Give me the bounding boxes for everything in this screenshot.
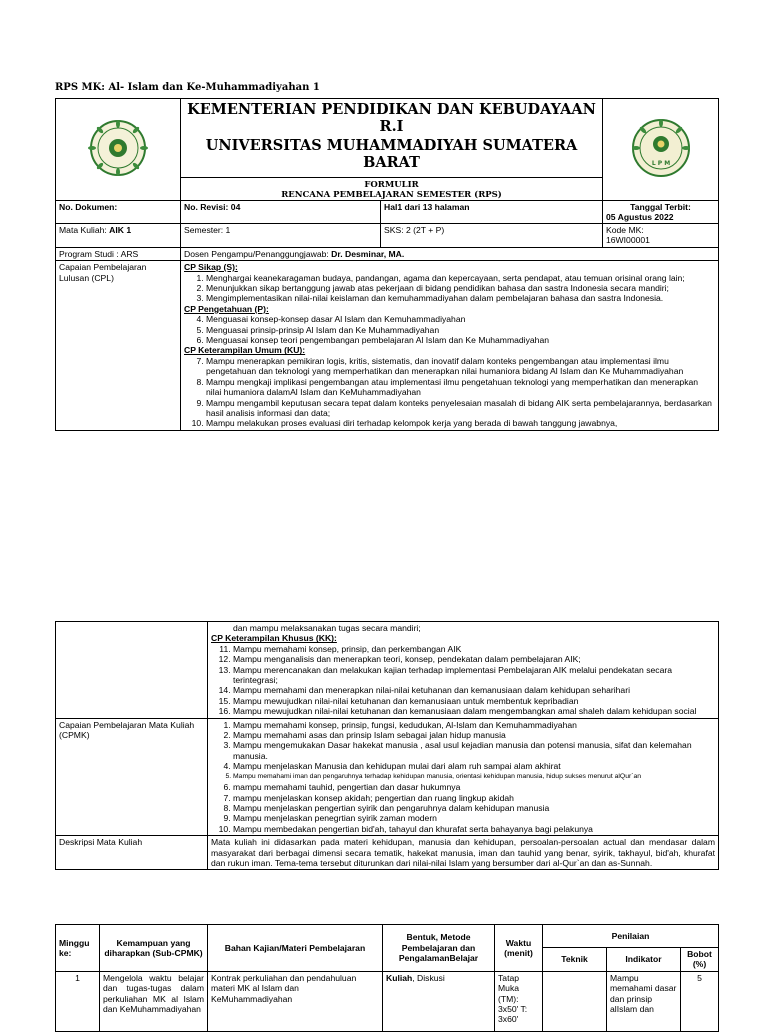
list-item: 7. Mampu menerapkan pemikiran logis, kritis, sistematis, dan inovatif dalam konteks pengembangan atau implementasi ilmu pengetahuan dan teknologi yang memperhatikan dan menerapkan nilai humaniora bidang Al Islam dan Ke Muhammadiyahan <box>206 356 715 377</box>
dosen-pengampu: Dosen Pengampu/Penanggungjawab: Dr. Desminar, MA. <box>181 247 719 260</box>
cp-pengetahuan-list <box>184 314 715 345</box>
row-bobot: 5 <box>681 971 719 1031</box>
col-indikator: Indikator <box>607 948 681 972</box>
rps-header-table <box>55 98 719 431</box>
program-studi: Program Studi : ARS <box>56 247 181 260</box>
cpl-label: Capaian Pembelajaran Lulusan (CPL) <box>56 261 181 431</box>
list-item: 15. Mampu mewujudkan nilai-nilai ketuhanan dan kemanusiaan untuk membentuk kepribadian <box>233 696 715 706</box>
no-revisi: No. Revisi: 04 <box>181 201 381 224</box>
list-item: 5. Menguasai prinsip-prinsip Al Islam dan Ke Muhammadiyahan <box>206 325 715 335</box>
form-label: FORMULIR <box>364 180 419 190</box>
cp-ku-list <box>184 356 715 429</box>
cp-sikap-title: CP Sikap (S): <box>184 262 238 273</box>
cpl-label-continued <box>56 622 208 719</box>
list-item: 6. mampu memahami tauhid, pengertian dan dasar hukumnya <box>233 782 715 792</box>
cp-ku-continuation: dan mampu melaksanakan tugas secara mandiri; <box>233 623 421 633</box>
row-waktu: Tatap Muka (TM): 3x50' T: 3x60' <box>495 971 543 1031</box>
list-item: 4. Mampu menjelaskan Manusia dan kehidupan mulai dari alam ruh sampai alam akhirat <box>233 761 715 771</box>
list-item: 5. Mampu memahami iman dan pengaruhnya terhadap kehidupan manusia, orientasi kehidupan manusia, hidup sukses menurut alQur`an <box>233 772 715 782</box>
list-item: 2. Menunjukkan sikap bertanggung jawab atas pekerjaan di bidang pendidikan bahasa dan sastra Indonesia secara mandiri; <box>206 283 715 293</box>
row-teknik <box>543 971 607 1031</box>
tanggal-terbit: Tanggal Terbit: 05 Agustus 2022 <box>603 201 719 224</box>
cp-pengetahuan-title: CP Pengetahuan (P): <box>184 303 269 314</box>
ministry-title: KEMENTERIAN PENDIDIKAN DAN KEBUDAYAAN R.I <box>187 101 596 135</box>
cp-kk-title: CP Keterampilan Khusus (KK): <box>211 633 337 644</box>
schedule-table <box>55 924 719 1032</box>
cpmk-label: Capaian Pembelajaran Mata Kuliah (CPMK) <box>56 718 208 835</box>
list-item: 11. Mampu memahami konsep, prinsip, dan perkembangan AIK <box>233 644 715 654</box>
right-logo-cell <box>603 99 719 201</box>
table-row <box>56 971 719 1031</box>
rps-course-label: RPS MK: Al- Islam dan Ke-Muhammadiyahan 1 <box>55 82 320 93</box>
list-item: 9. Mampu menjelaskan penegrtian syirik zaman modern <box>233 813 715 823</box>
col-waktu: Waktu (menit) <box>495 925 543 972</box>
university-title: UNIVERSITAS MUHAMMADIYAH SUMATERA BARAT <box>205 137 578 171</box>
lpm-logo <box>624 117 698 179</box>
cp-sikap-list <box>184 273 715 304</box>
list-item: 1. Menghargai keanekaragaman budaya, pandangan, agama dan kepercayaan, serta pendapat, atau temuan orisinal orang lain; <box>206 273 715 283</box>
halaman: Hal1 dari 13 halaman <box>381 201 603 224</box>
list-item: 10. Mampu melakukan proses evaluasi diri terhadap kelompok kerja yang berada di bawah tanggung jawabnya, <box>206 418 715 428</box>
col-kemampuan: Kemampuan yang diharapkan (Sub-CPMK) <box>100 925 208 972</box>
list-item: 3. Mengimplementasikan nilai-nilai keislaman dan kemuhammadiyahan dalam pembelajaran bahasa dan sastra Indonesia. <box>206 293 715 303</box>
col-bahan: Bahan Kajian/Materi Pembelajaran <box>208 925 383 972</box>
list-item: 13. Mampu merencanakan dan melakukan kajian terhadap implementasi Pembelajaran AIK melalui pendekatan secara terintegrasi; <box>233 665 715 686</box>
left-logo-cell <box>56 99 181 201</box>
cp-ku-title: CP Keterampilan Umum (KU): <box>184 345 306 356</box>
list-item: 4. Menguasai konsep-konsep dasar Al Islam dan Kemuhammadiyahan <box>206 314 715 324</box>
rps-continuation-table <box>55 621 719 870</box>
list-item: 12. Mampu menganalisis dan menerapkan teori, konsep, pendekatan dalam pembelajaran AIK; <box>233 654 715 664</box>
list-item: 9. Mampu mengambil keputusan secara tepat dalam konteks penyelesaian masalah di bidang AIK serta pembelajarannya, berdasarkan hasil analisis informasi dan data; <box>206 398 715 419</box>
list-item: 8. Mampu menjelaskan pengertian syirik dan pengaruhnya dalam kehidupan manusia <box>233 803 715 813</box>
deskripsi-label: Deskripsi Mata Kuliah <box>56 836 208 870</box>
no-dokumen: No. Dokumen: <box>56 201 181 224</box>
semester: Semester: 1 <box>181 224 381 248</box>
row-indikator: Mampu memahami dasar dan prinsip alIslam dan <box>607 971 681 1031</box>
list-item: 14. Mampu memahami dan menerapkan nilai-nilai ketuhanan dan kemanusiaan dalam kehidupan seharihari <box>233 685 715 695</box>
list-item: 1. Mampu memahami konsep, prinsip, fungsi, kedudukan, Al-Islam dan Kemuhammadiyahan <box>233 720 715 730</box>
list-item: 8. Mampu mengkaji implikasi pengembangan atau implementasi ilmu pengetahuan teknologi yang memperhatikan dan menerapkan nilai humaniora dalamAl Islam dan KeMuhammadiyahan <box>206 377 715 398</box>
row-kemampuan: Mengelola waktu belajar dan tugas-tugas dalam perkuliahan MK al Islam dan KeMuhammadiyahan <box>100 971 208 1031</box>
cpmk-content <box>208 718 719 835</box>
col-minggu: Minggu ke: <box>56 925 100 972</box>
row-bahan: Kontrak perkuliahan dan pendahuluan materi MK al Islam dan KeMuhammadiyahan <box>208 971 383 1031</box>
svg-text:L P M: L P M <box>651 160 670 168</box>
mata-kuliah: Mata Kuliah: AIK 1 <box>56 224 181 248</box>
row-minggu: 1 <box>56 971 100 1031</box>
page-2 <box>0 575 768 1024</box>
cpmk-list <box>211 720 715 834</box>
col-penilaian: Penilaian <box>543 925 719 948</box>
list-item: 3. Mampu mengemukakan Dasar hakekat manusia , asal usul kejadian manusia dan potensi manusia, sifat dan kelemahan manusia. <box>233 740 715 761</box>
col-bobot: Bobot (%) <box>681 948 719 972</box>
list-item: 2. Mampu memahami asas dan prinsip Islam sebagai jalan hidup manusia <box>233 730 715 740</box>
list-item: 10. Mampu membedakan pengertian bid'ah, tahayul dan khurafat serta bahayanya bagi pelakunya <box>233 824 715 834</box>
sks: SKS: 2 (2T + P) <box>381 224 603 248</box>
list-item: 16. Mampu mewujudkan nilai-nilai ketuhanan dan kemanusiaan dalam mengembangkan amal shaleh dalam kehidupan social <box>233 706 715 716</box>
row-bentuk: Kuliah, Diskusi <box>383 971 495 1031</box>
col-teknik: Teknik <box>543 948 607 972</box>
col-bentuk: Bentuk, Metode Pembelajaran dan PengalamanBelajar <box>383 925 495 972</box>
institution-header <box>181 99 603 201</box>
list-item: 7. mampu menjelaskan konsep akidah; pengertian dan ruang lingkup akidah <box>233 793 715 803</box>
kode-mk: Kode MK: 16WI00001 <box>603 224 719 248</box>
cp-kk-list <box>211 644 715 717</box>
university-logo <box>83 118 153 178</box>
list-item: 6. Menguasai konsep teori pengembangan pembelajaran Al Islam dan Ke Muhammadiyahan <box>206 335 715 345</box>
form-title: RENCANA PEMBELAJARAN SEMESTER (RPS) <box>281 190 502 200</box>
cpl-content <box>181 261 719 431</box>
cpl-content-continued <box>208 622 719 719</box>
deskripsi-text: Mata kuliah ini didasarkan pada materi kehidupan, manusia dan kehidupan, persoalan-persoalan actual dan mendasar dalam masyarakat dari berbagai dimensi secara tematik, hakekat manusia, iman dan tauhid yang benar, syirik, takhayul, bid'ah, khurafat dan rukun iman. Tema-tema tersebut diturunkan dari nilai-nilai Islam yang bersumber dari al-Qur`an dan as-Sunnah. <box>208 836 719 870</box>
